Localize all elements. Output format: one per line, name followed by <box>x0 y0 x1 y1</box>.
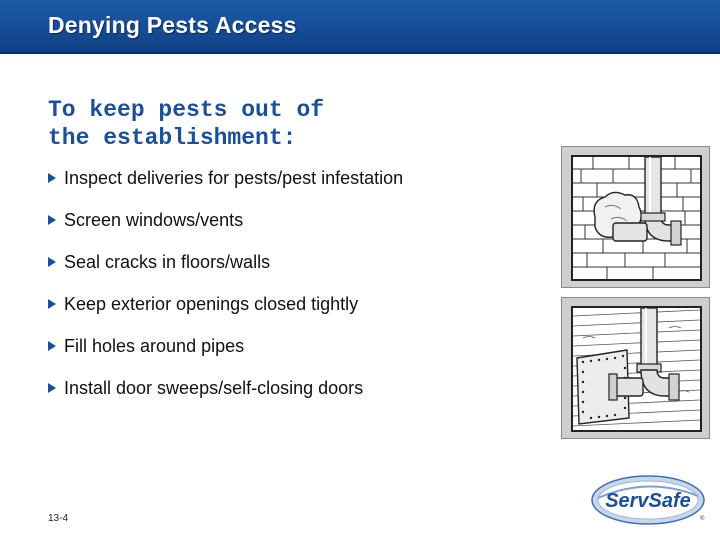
bullet-arrow-icon <box>48 299 56 309</box>
bullet-list <box>48 166 528 418</box>
bullet-text: Screen windows/vents <box>64 210 244 230</box>
bullet-text: Seal cracks in floors/walls <box>64 252 271 272</box>
bullet-arrow-icon <box>48 173 56 183</box>
bullet-text: Keep exterior openings closed tightly <box>64 294 359 314</box>
list-item <box>48 166 528 208</box>
heading-line-1: To keep pests out of <box>48 97 325 123</box>
logo-wordmark: ServSafe <box>605 490 691 512</box>
bullet-arrow-icon <box>48 341 56 351</box>
logo-registered-mark: ® <box>700 516 705 522</box>
list-item <box>48 250 528 292</box>
heading-line-2: the establishment: <box>48 125 297 151</box>
illustration-panel-top <box>561 146 710 288</box>
title-banner <box>0 0 720 54</box>
wood-wall-pipe-icon <box>571 306 702 432</box>
bullet-text: Install door sweeps/self-closing doors <box>64 378 364 398</box>
illustration-panel-bottom <box>561 297 710 439</box>
section-heading <box>48 96 468 152</box>
bullet-arrow-icon <box>48 383 56 393</box>
list-item <box>48 376 528 418</box>
page-number: 13-4 <box>48 513 69 524</box>
list-item <box>48 292 528 334</box>
list-item <box>48 208 528 250</box>
bullet-arrow-icon <box>48 257 56 267</box>
bullet-text: Fill holes around pipes <box>64 336 245 356</box>
bullet-arrow-icon <box>48 215 56 225</box>
brick-wall-pipe-icon <box>571 155 702 281</box>
bullet-text: Inspect deliveries for pests/pest infestation <box>64 168 404 188</box>
slide-title: Denying Pests Access <box>48 12 297 38</box>
list-item <box>48 334 528 376</box>
servsafe-logo <box>588 470 708 530</box>
